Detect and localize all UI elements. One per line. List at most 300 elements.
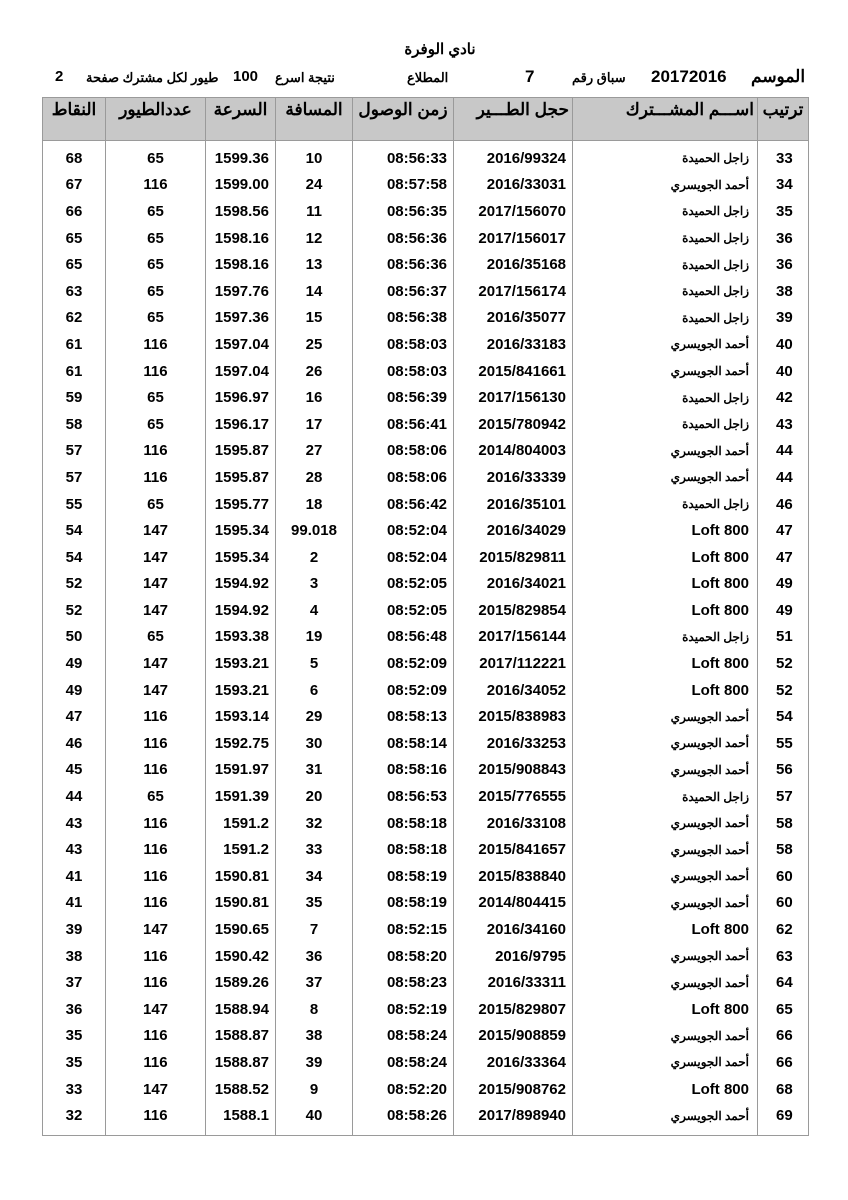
cell-birds: 65 bbox=[106, 411, 206, 438]
cell-speed: 1594.92 bbox=[206, 571, 276, 598]
cell-distance: 14 bbox=[276, 278, 353, 305]
cell-points: 41 bbox=[43, 863, 106, 890]
header-speed: السرعة bbox=[206, 98, 276, 141]
cell-speed: 1596.17 bbox=[206, 411, 276, 438]
cell-rank: 36 bbox=[758, 251, 809, 278]
cell-rank: 64 bbox=[758, 969, 809, 996]
cell-time: 08:57:58 bbox=[353, 172, 454, 199]
cell-points: 43 bbox=[43, 810, 106, 837]
cell-name: زاجل الحميدة bbox=[573, 225, 758, 252]
cell-points: 59 bbox=[43, 384, 106, 411]
cell-points: 39 bbox=[43, 916, 106, 943]
cell-time: 08:58:24 bbox=[353, 1049, 454, 1076]
cell-speed: 1597.36 bbox=[206, 305, 276, 332]
cell-birds: 65 bbox=[106, 305, 206, 332]
cell-name: أحمد الجويسري bbox=[573, 358, 758, 385]
cell-rank: 57 bbox=[758, 783, 809, 810]
cell-ring: 2016/34021 bbox=[454, 571, 573, 598]
cell-rank: 33 bbox=[758, 141, 809, 172]
cell-name: زاجل الحميدة bbox=[573, 624, 758, 651]
cell-speed: 1589.26 bbox=[206, 969, 276, 996]
cell-distance: 36 bbox=[276, 943, 353, 970]
club-title: نادي الوفرة bbox=[404, 41, 476, 58]
cell-birds: 116 bbox=[106, 1023, 206, 1050]
cell-distance: 3 bbox=[276, 571, 353, 598]
cell-birds: 116 bbox=[106, 836, 206, 863]
cell-birds: 116 bbox=[106, 969, 206, 996]
cell-distance: 11 bbox=[276, 198, 353, 225]
cell-name: زاجل الحميدة bbox=[573, 783, 758, 810]
cell-birds: 147 bbox=[106, 1076, 206, 1103]
table-row bbox=[43, 491, 809, 518]
cell-points: 65 bbox=[43, 225, 106, 252]
cell-birds: 147 bbox=[106, 677, 206, 704]
cell-time: 08:56:53 bbox=[353, 783, 454, 810]
cell-distance: 32 bbox=[276, 810, 353, 837]
cell-birds: 65 bbox=[106, 251, 206, 278]
cell-points: 63 bbox=[43, 278, 106, 305]
table-row bbox=[43, 438, 809, 465]
table-row bbox=[43, 1076, 809, 1103]
cell-points: 62 bbox=[43, 305, 106, 332]
cell-time: 08:58:19 bbox=[353, 890, 454, 917]
cell-birds: 147 bbox=[106, 996, 206, 1023]
table-row bbox=[43, 358, 809, 385]
cell-points: 38 bbox=[43, 943, 106, 970]
cell-speed: 1594.92 bbox=[206, 597, 276, 624]
cell-speed: 1593.38 bbox=[206, 624, 276, 651]
table-row bbox=[43, 305, 809, 332]
table-row bbox=[43, 251, 809, 278]
cell-points: 45 bbox=[43, 757, 106, 784]
cell-ring: 2015/908843 bbox=[454, 757, 573, 784]
table-row bbox=[43, 597, 809, 624]
cell-distance: 28 bbox=[276, 464, 353, 491]
cell-points: 67 bbox=[43, 172, 106, 199]
cell-speed: 1599.00 bbox=[206, 172, 276, 199]
cell-time: 08:52:09 bbox=[353, 677, 454, 704]
cell-distance: 37 bbox=[276, 969, 353, 996]
cell-distance: 17 bbox=[276, 411, 353, 438]
cell-points: 57 bbox=[43, 438, 106, 465]
cell-distance: 39 bbox=[276, 1049, 353, 1076]
table-row bbox=[43, 278, 809, 305]
header-name: اســـم المشـــترك bbox=[573, 98, 758, 141]
cell-distance: 31 bbox=[276, 757, 353, 784]
cell-birds: 147 bbox=[106, 597, 206, 624]
season-label: الموسم bbox=[751, 67, 806, 86]
cell-distance: 29 bbox=[276, 703, 353, 730]
cell-distance: 7 bbox=[276, 916, 353, 943]
cell-distance: 33 bbox=[276, 836, 353, 863]
cell-rank: 52 bbox=[758, 650, 809, 677]
cell-ring: 2014/804003 bbox=[454, 438, 573, 465]
cell-name: أحمد الجويسري bbox=[573, 836, 758, 863]
cell-ring: 2017/898940 bbox=[454, 1102, 573, 1135]
cell-speed: 1591.39 bbox=[206, 783, 276, 810]
table-row bbox=[43, 836, 809, 863]
table-row bbox=[43, 863, 809, 890]
table-row bbox=[43, 916, 809, 943]
cell-birds: 116 bbox=[106, 464, 206, 491]
cell-ring: 2016/99324 bbox=[454, 141, 573, 172]
table-row bbox=[43, 624, 809, 651]
cell-points: 55 bbox=[43, 491, 106, 518]
cell-points: 37 bbox=[43, 969, 106, 996]
cell-distance: 10 bbox=[276, 141, 353, 172]
table-row bbox=[43, 464, 809, 491]
cell-points: 44 bbox=[43, 783, 106, 810]
cell-speed: 1591.2 bbox=[206, 836, 276, 863]
cell-rank: 43 bbox=[758, 411, 809, 438]
cell-distance: 12 bbox=[276, 225, 353, 252]
cell-time: 08:58:19 bbox=[353, 863, 454, 890]
cell-rank: 66 bbox=[758, 1049, 809, 1076]
cell-rank: 62 bbox=[758, 916, 809, 943]
cell-speed: 1588.94 bbox=[206, 996, 276, 1023]
cell-birds: 147 bbox=[106, 571, 206, 598]
cell-speed: 1591.97 bbox=[206, 757, 276, 784]
cell-rank: 46 bbox=[758, 491, 809, 518]
cell-name: زاجل الحميدة bbox=[573, 411, 758, 438]
cell-birds: 116 bbox=[106, 943, 206, 970]
cell-time: 08:58:26 bbox=[353, 1102, 454, 1135]
cell-points: 46 bbox=[43, 730, 106, 757]
cell-birds: 116 bbox=[106, 1049, 206, 1076]
cell-name: Loft 800 bbox=[573, 916, 758, 943]
cell-birds: 65 bbox=[106, 491, 206, 518]
cell-points: 61 bbox=[43, 358, 106, 385]
cell-distance: 19 bbox=[276, 624, 353, 651]
cell-distance: 38 bbox=[276, 1023, 353, 1050]
cell-points: 41 bbox=[43, 890, 106, 917]
cell-name: زاجل الحميدة bbox=[573, 305, 758, 332]
cell-points: 49 bbox=[43, 650, 106, 677]
cell-time: 08:58:20 bbox=[353, 943, 454, 970]
cell-name: أحمد الجويسري bbox=[573, 331, 758, 358]
cell-time: 08:58:16 bbox=[353, 757, 454, 784]
cell-ring: 2015/908762 bbox=[454, 1076, 573, 1103]
cell-distance: 27 bbox=[276, 438, 353, 465]
cell-speed: 1588.87 bbox=[206, 1049, 276, 1076]
cell-birds: 116 bbox=[106, 757, 206, 784]
cell-birds: 65 bbox=[106, 225, 206, 252]
cell-ring: 2016/35101 bbox=[454, 491, 573, 518]
cell-rank: 47 bbox=[758, 517, 809, 544]
header-row bbox=[43, 98, 809, 141]
cell-points: 50 bbox=[43, 624, 106, 651]
cell-points: 52 bbox=[43, 571, 106, 598]
cell-distance: 6 bbox=[276, 677, 353, 704]
cell-speed: 1591.2 bbox=[206, 810, 276, 837]
cell-rank: 44 bbox=[758, 438, 809, 465]
results-table bbox=[42, 97, 809, 1136]
table-row bbox=[43, 1049, 809, 1076]
cell-distance: 2 bbox=[276, 544, 353, 571]
cell-speed: 1598.56 bbox=[206, 198, 276, 225]
cell-name: زاجل الحميدة bbox=[573, 384, 758, 411]
cell-time: 08:56:41 bbox=[353, 411, 454, 438]
cell-ring: 2016/33253 bbox=[454, 730, 573, 757]
cell-ring: 2017/156070 bbox=[454, 198, 573, 225]
cell-time: 08:56:37 bbox=[353, 278, 454, 305]
cell-rank: 44 bbox=[758, 464, 809, 491]
cell-distance: 20 bbox=[276, 783, 353, 810]
cell-birds: 65 bbox=[106, 783, 206, 810]
cell-time: 08:58:18 bbox=[353, 836, 454, 863]
cell-rank: 38 bbox=[758, 278, 809, 305]
cell-birds: 147 bbox=[106, 916, 206, 943]
cell-birds: 116 bbox=[106, 810, 206, 837]
cell-time: 08:58:03 bbox=[353, 358, 454, 385]
cell-ring: 2015/908859 bbox=[454, 1023, 573, 1050]
cell-rank: 42 bbox=[758, 384, 809, 411]
cell-points: 43 bbox=[43, 836, 106, 863]
cell-name: أحمد الجويسري bbox=[573, 172, 758, 199]
header-points: النقاط bbox=[43, 98, 106, 141]
cell-birds: 65 bbox=[106, 278, 206, 305]
per-member-label: طيور لكل مشترك صفحة bbox=[86, 70, 219, 85]
cell-birds: 147 bbox=[106, 544, 206, 571]
table-row bbox=[43, 1102, 809, 1135]
cell-name: أحمد الجويسري bbox=[573, 464, 758, 491]
cell-ring: 2016/35168 bbox=[454, 251, 573, 278]
cell-speed: 1588.87 bbox=[206, 1023, 276, 1050]
cell-name: زاجل الحميدة bbox=[573, 251, 758, 278]
cell-speed: 1592.75 bbox=[206, 730, 276, 757]
cell-ring: 2016/33031 bbox=[454, 172, 573, 199]
cell-speed: 1593.21 bbox=[206, 677, 276, 704]
cell-name: Loft 800 bbox=[573, 597, 758, 624]
cell-distance: 15 bbox=[276, 305, 353, 332]
cell-name: Loft 800 bbox=[573, 517, 758, 544]
table-row bbox=[43, 571, 809, 598]
cell-speed: 1598.16 bbox=[206, 251, 276, 278]
cell-ring: 2015/841661 bbox=[454, 358, 573, 385]
cell-speed: 1590.42 bbox=[206, 943, 276, 970]
cell-ring: 2015/838840 bbox=[454, 863, 573, 890]
table-row bbox=[43, 1023, 809, 1050]
cell-ring: 2017/156144 bbox=[454, 624, 573, 651]
cell-ring: 2016/33183 bbox=[454, 331, 573, 358]
cell-rank: 49 bbox=[758, 571, 809, 598]
cell-speed: 1595.87 bbox=[206, 464, 276, 491]
cell-ring: 2016/9795 bbox=[454, 943, 573, 970]
cell-time: 08:58:03 bbox=[353, 331, 454, 358]
cell-name: زاجل الحميدة bbox=[573, 141, 758, 172]
cell-rank: 47 bbox=[758, 544, 809, 571]
cell-birds: 65 bbox=[106, 198, 206, 225]
cell-rank: 49 bbox=[758, 597, 809, 624]
cell-rank: 36 bbox=[758, 225, 809, 252]
table-row bbox=[43, 172, 809, 199]
cell-distance: 99.018 bbox=[276, 517, 353, 544]
cell-name: أحمد الجويسري bbox=[573, 730, 758, 757]
header-time: زمن الوصول bbox=[353, 98, 454, 141]
cell-time: 08:52:20 bbox=[353, 1076, 454, 1103]
cell-name: أحمد الجويسري bbox=[573, 1023, 758, 1050]
table-row bbox=[43, 677, 809, 704]
cell-distance: 34 bbox=[276, 863, 353, 890]
cell-points: 49 bbox=[43, 677, 106, 704]
cell-rank: 54 bbox=[758, 703, 809, 730]
cell-rank: 65 bbox=[758, 996, 809, 1023]
cell-name: Loft 800 bbox=[573, 996, 758, 1023]
cell-name: Loft 800 bbox=[573, 650, 758, 677]
cell-rank: 60 bbox=[758, 890, 809, 917]
cell-speed: 1588.1 bbox=[206, 1102, 276, 1135]
table-row bbox=[43, 650, 809, 677]
cell-birds: 116 bbox=[106, 863, 206, 890]
cell-ring: 2017/156174 bbox=[454, 278, 573, 305]
table-row bbox=[43, 890, 809, 917]
cell-speed: 1588.52 bbox=[206, 1076, 276, 1103]
cell-time: 08:56:38 bbox=[353, 305, 454, 332]
cell-speed: 1597.04 bbox=[206, 331, 276, 358]
cell-ring: 2016/33311 bbox=[454, 969, 573, 996]
cell-distance: 30 bbox=[276, 730, 353, 757]
cell-points: 32 bbox=[43, 1102, 106, 1135]
cell-ring: 2015/829807 bbox=[454, 996, 573, 1023]
cell-distance: 40 bbox=[276, 1102, 353, 1135]
cell-distance: 8 bbox=[276, 996, 353, 1023]
cell-rank: 34 bbox=[758, 172, 809, 199]
cell-time: 08:58:24 bbox=[353, 1023, 454, 1050]
cell-birds: 116 bbox=[106, 358, 206, 385]
cell-points: 33 bbox=[43, 1076, 106, 1103]
cell-points: 54 bbox=[43, 517, 106, 544]
cell-rank: 63 bbox=[758, 943, 809, 970]
cell-time: 08:52:05 bbox=[353, 597, 454, 624]
cell-speed: 1593.14 bbox=[206, 703, 276, 730]
cell-name: أحمد الجويسري bbox=[573, 943, 758, 970]
cell-distance: 16 bbox=[276, 384, 353, 411]
header-distance: المسافة bbox=[276, 98, 353, 141]
cell-birds: 116 bbox=[106, 172, 206, 199]
cell-ring: 2015/829854 bbox=[454, 597, 573, 624]
cell-name: أحمد الجويسري bbox=[573, 863, 758, 890]
cell-time: 08:56:36 bbox=[353, 225, 454, 252]
page-number: 2 bbox=[55, 68, 64, 85]
cell-name: زاجل الحميدة bbox=[573, 491, 758, 518]
table-row bbox=[43, 198, 809, 225]
cell-distance: 13 bbox=[276, 251, 353, 278]
cell-ring: 2016/33364 bbox=[454, 1049, 573, 1076]
season-value: 20172016 bbox=[651, 67, 727, 86]
cell-speed: 1597.76 bbox=[206, 278, 276, 305]
cell-speed: 1595.77 bbox=[206, 491, 276, 518]
cell-points: 52 bbox=[43, 597, 106, 624]
cell-rank: 68 bbox=[758, 1076, 809, 1103]
cell-ring: 2016/34052 bbox=[454, 677, 573, 704]
cell-name: أحمد الجويسري bbox=[573, 703, 758, 730]
cell-birds: 65 bbox=[106, 384, 206, 411]
header-birds: عددالطيور bbox=[106, 98, 206, 141]
cell-name: أحمد الجويسري bbox=[573, 890, 758, 917]
cell-time: 08:52:05 bbox=[353, 571, 454, 598]
cell-speed: 1590.81 bbox=[206, 890, 276, 917]
table-row bbox=[43, 996, 809, 1023]
cell-name: Loft 800 bbox=[573, 1076, 758, 1103]
cell-speed: 1590.65 bbox=[206, 916, 276, 943]
cell-rank: 60 bbox=[758, 863, 809, 890]
cell-ring: 2014/804415 bbox=[454, 890, 573, 917]
cell-birds: 116 bbox=[106, 1102, 206, 1135]
cell-time: 08:58:14 bbox=[353, 730, 454, 757]
cell-name: أحمد الجويسري bbox=[573, 1049, 758, 1076]
table-row bbox=[43, 757, 809, 784]
cell-time: 08:52:09 bbox=[353, 650, 454, 677]
cell-birds: 65 bbox=[106, 624, 206, 651]
cell-time: 08:56:48 bbox=[353, 624, 454, 651]
cell-time: 08:56:33 bbox=[353, 141, 454, 172]
cell-birds: 116 bbox=[106, 331, 206, 358]
cell-rank: 52 bbox=[758, 677, 809, 704]
cell-speed: 1590.81 bbox=[206, 863, 276, 890]
cell-rank: 58 bbox=[758, 836, 809, 863]
cell-ring: 2016/33108 bbox=[454, 810, 573, 837]
cell-rank: 55 bbox=[758, 730, 809, 757]
cell-rank: 35 bbox=[758, 198, 809, 225]
cell-ring: 2015/776555 bbox=[454, 783, 573, 810]
cell-name: أحمد الجويسري bbox=[573, 1102, 758, 1135]
cell-points: 58 bbox=[43, 411, 106, 438]
header-ring: حجل الطـــير bbox=[454, 98, 573, 141]
cell-time: 08:58:06 bbox=[353, 464, 454, 491]
race-number: 7 bbox=[525, 67, 535, 86]
table-row bbox=[43, 730, 809, 757]
cell-rank: 69 bbox=[758, 1102, 809, 1135]
cell-ring: 2015/780942 bbox=[454, 411, 573, 438]
cell-name: Loft 800 bbox=[573, 677, 758, 704]
cell-ring: 2017/112221 bbox=[454, 650, 573, 677]
cell-points: 66 bbox=[43, 198, 106, 225]
table-row bbox=[43, 517, 809, 544]
cell-time: 08:56:39 bbox=[353, 384, 454, 411]
cell-name: Loft 800 bbox=[573, 544, 758, 571]
cell-points: 68 bbox=[43, 141, 106, 172]
cell-ring: 2015/829811 bbox=[454, 544, 573, 571]
cell-rank: 51 bbox=[758, 624, 809, 651]
cell-birds: 116 bbox=[106, 438, 206, 465]
table-row bbox=[43, 411, 809, 438]
cell-speed: 1595.87 bbox=[206, 438, 276, 465]
cell-name: أحمد الجويسري bbox=[573, 969, 758, 996]
cell-ring: 2015/841657 bbox=[454, 836, 573, 863]
cell-distance: 18 bbox=[276, 491, 353, 518]
cell-ring: 2016/33339 bbox=[454, 464, 573, 491]
table-row bbox=[43, 225, 809, 252]
table-row bbox=[43, 331, 809, 358]
cell-speed: 1596.97 bbox=[206, 384, 276, 411]
cell-name: زاجل الحميدة bbox=[573, 278, 758, 305]
cell-distance: 25 bbox=[276, 331, 353, 358]
cell-name: أحمد الجويسري bbox=[573, 810, 758, 837]
cell-speed: 1595.34 bbox=[206, 517, 276, 544]
race-label: سباق رقم bbox=[572, 70, 626, 85]
cell-points: 57 bbox=[43, 464, 106, 491]
cell-time: 08:52:04 bbox=[353, 544, 454, 571]
cell-ring: 2017/156017 bbox=[454, 225, 573, 252]
cell-distance: 35 bbox=[276, 890, 353, 917]
cell-points: 35 bbox=[43, 1023, 106, 1050]
cell-name: زاجل الحميدة bbox=[573, 198, 758, 225]
table-row bbox=[43, 141, 809, 172]
cell-ring: 2017/156130 bbox=[454, 384, 573, 411]
cell-time: 08:58:13 bbox=[353, 703, 454, 730]
cell-points: 47 bbox=[43, 703, 106, 730]
cell-speed: 1598.16 bbox=[206, 225, 276, 252]
